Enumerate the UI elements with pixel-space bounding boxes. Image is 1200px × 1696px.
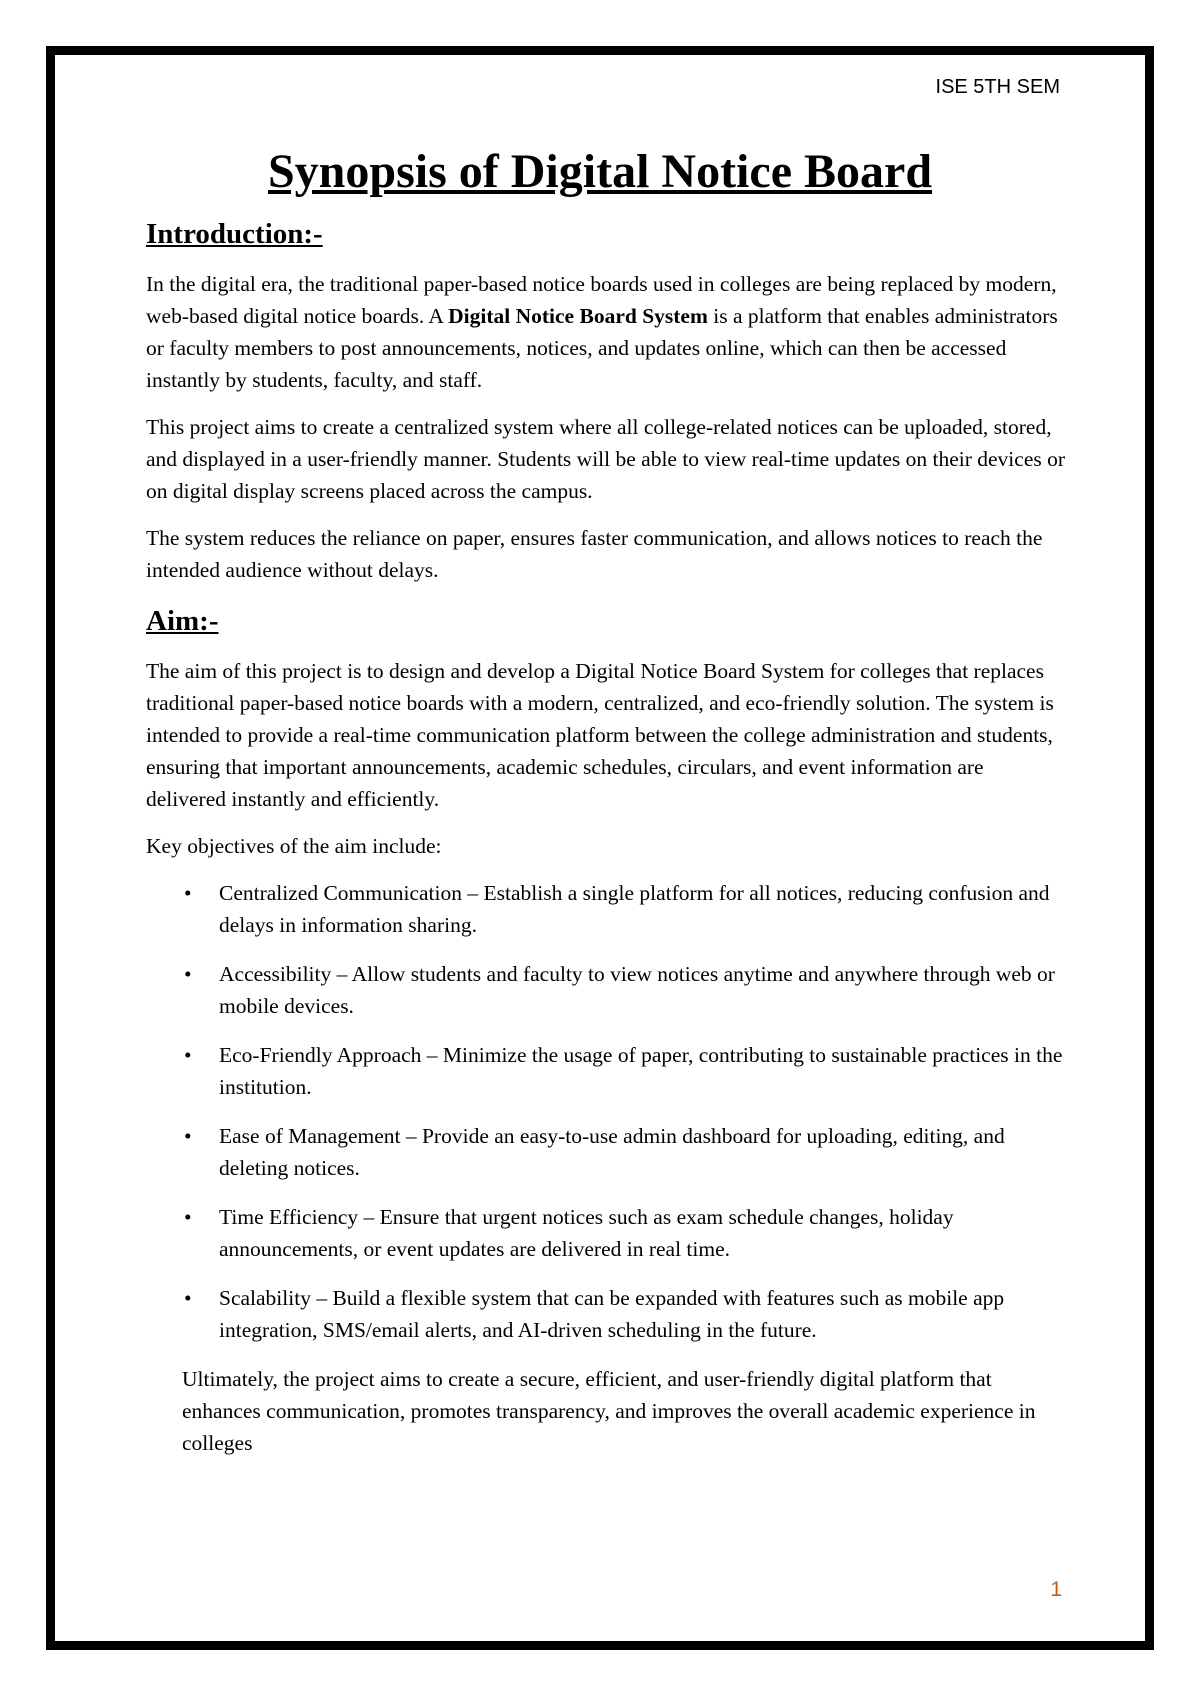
introduction-heading: Introduction:-: [146, 218, 323, 250]
objectives-intro: Key objectives of the aim include:: [146, 834, 442, 858]
page-number: 1: [1050, 1578, 1062, 1601]
aim-paragraph: The aim of this project is to design and develop a Digital Notice Board System for colleges that replaces traditional paper-based notice boards with a modern, centralized, and eco-friendly solution. The system is intended to provide a real-time communication platform between the college administration and students, ensuring that important announcements, academic schedules, circulars, and event information are delivered instantly and efficiently.: [146, 659, 1054, 811]
list-item: [184, 1282, 1066, 1346]
header-semester-label: ISE 5TH SEM: [935, 76, 1060, 98]
objective-text: Scalability – Build a flexible system that can be expanded with features such as mobile app integration, SMS/email alerts, and AI-driven scheduling in the future.: [219, 1286, 1005, 1342]
introduction-paragraph-1: [146, 268, 1066, 396]
list-item: [184, 958, 1066, 1022]
document-body: [146, 214, 1066, 1474]
bullet-icon: •: [184, 962, 192, 986]
objective-text: Centralized Communication – Establish a single platform for all notices, reducing confusion and delays in information sharing.: [219, 881, 1050, 937]
objective-text: Ease of Management – Provide an easy-to-use admin dashboard for uploading, editing, and deleting notices.: [219, 1124, 1005, 1180]
objective-text: Time Efficiency – Ensure that urgent notices such as exam schedule changes, holiday announcements, or event updates are delivered in real time.: [219, 1205, 954, 1261]
conclusion-paragraph: Ultimately, the project aims to create a secure, efficient, and user-friendly digital platform that enhances communication, promotes transparency, and improves the overall academic experience in colleges: [182, 1367, 1036, 1455]
list-item: [184, 1201, 1066, 1265]
bullet-icon: •: [184, 1205, 192, 1229]
aim-heading: Aim:-: [146, 605, 219, 637]
objective-text: Eco-Friendly Approach – Minimize the usage of paper, contributing to sustainable practices in the institution.: [219, 1043, 1063, 1099]
document-title: Synopsis of Digital Notice Board: [267, 145, 933, 198]
list-item: [184, 877, 1066, 941]
bullet-icon: •: [184, 881, 192, 905]
introduction-paragraph-2: This project aims to create a centralized system where all college-related notices can be uploaded, stored, and displayed in a user-friendly manner. Students will be able to view real-time updates on their devices or on digital display screens placed across the campus.: [146, 415, 1066, 503]
bullet-icon: •: [184, 1286, 192, 1310]
list-item: [184, 1120, 1066, 1184]
bullet-icon: •: [184, 1043, 192, 1067]
objective-text: Accessibility – Allow students and faculty to view notices anytime and anywhere through web or mobile devices.: [219, 962, 1055, 1018]
list-item: [184, 1039, 1066, 1103]
intro-p1-bold-term: Digital Notice Board System: [448, 304, 708, 328]
bullet-icon: •: [184, 1124, 192, 1148]
intro-p1-text-before: In the digital era, the traditional paper-based notice boards used in colleges are being replaced by modern, web-based digital notice boards. A: [146, 272, 1057, 328]
objectives-list: [146, 877, 1066, 1346]
intro-p1-text-after: is a platform that enables administrators or faculty members to post announcements, notices, and updates online, which can then be accessed instantly by students, faculty, and staff.: [146, 304, 1058, 392]
introduction-paragraph-3: The system reduces the reliance on paper, ensures faster communication, and allows notices to reach the intended audience without delays.: [146, 526, 1043, 582]
